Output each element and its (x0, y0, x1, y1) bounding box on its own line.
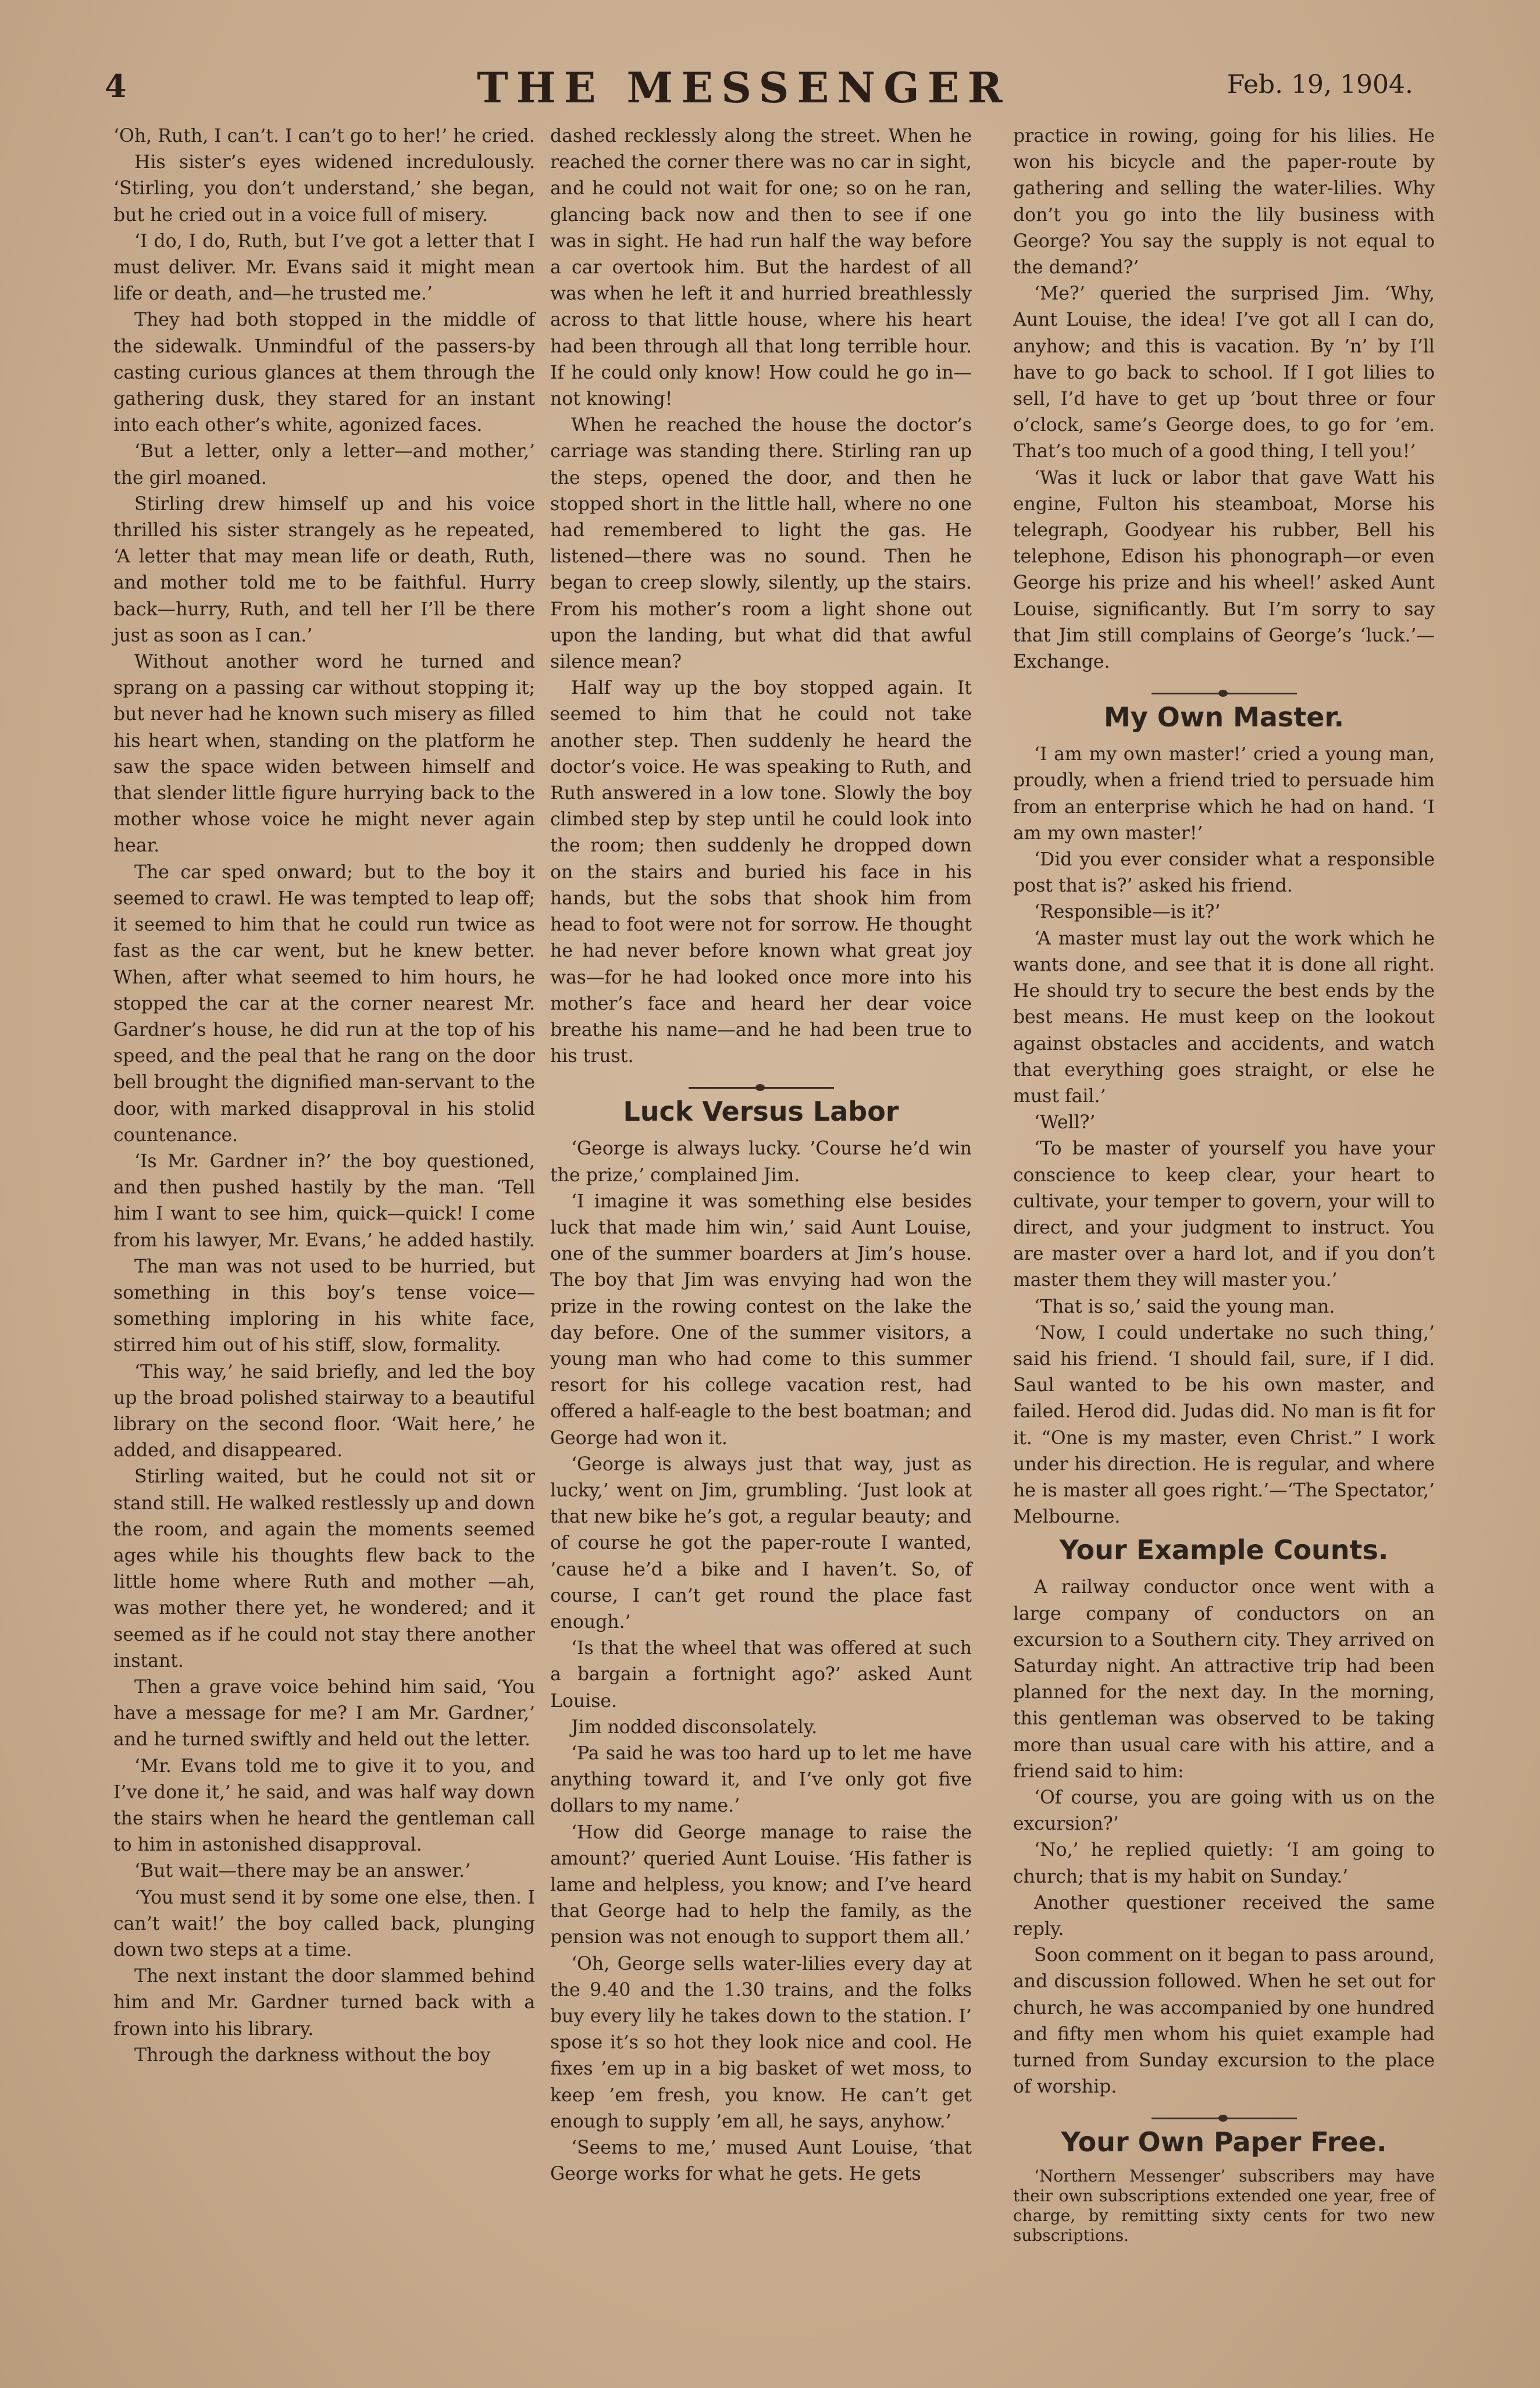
paragraph: Stirling waited, but he could not sit or stand still. He walked restlessly up and down the room, and again the moments seemed ages while his thoughts flew back to the little home where Ruth and mother —ah, was mother there yet, he wondered; and it seemed as if he could not stay there another instant. (113, 1466, 535, 1671)
paragraph: Without another word he turned and sprang on a passing car without stopping it; but never had he known such misery as filled his heart when, standing on the platform he saw the space widen between himself and that slender little figure hurrying back to the mother whose voice he might never again hear. (113, 651, 535, 857)
issue-date: Feb. 19, 1904. (1227, 70, 1413, 99)
heading-luck-versus-labor: Luck Versus Labor (623, 1096, 899, 1128)
column-2 (550, 123, 972, 2187)
paragraph: ‘Is that the wheel that was offered at such a bargain a fortnight ago?’ asked Aunt Louise. (550, 1638, 972, 1712)
paragraph: ‘How did George manage to raise the amount?’ queried Aunt Louise. ‘His father is lame and helpless, you know; and I’ve heard that George had to help the family, as the pension was not enough to support them all.’ (550, 1822, 972, 1948)
paragraph: Another questioner received the same reply. (1013, 1892, 1435, 1940)
paragraph: ‘I imagine it was something else besides luck that made him win,’ said Aunt Louise, one of the summer boarders at Jim’s house. The boy that Jim was envying had won the prize in the rowing contest on the lake the day before. One of the summer visitors, a young man who had come to this summer resort for his college vacation rest, had offered a half-eagle to the best boatman; and George had won it. (550, 1191, 972, 1449)
paragraph: Jim nodded disconsolately. (571, 1716, 818, 1738)
paragraph: ‘Was it luck or labor that gave Watt his engine, Fulton his steamboat, Morse his telegraph, Goodyear his rubber, Bell his telephone, Edison his phonograph—or even George his prize and his wheel!’ asked Aunt Louise, significantly. But I’m sorry to say that Jim still complains of George’s ‘luck.’—Exchange. (1013, 467, 1435, 673)
paragraph: ‘George is always lucky. ’Course he’d win the prize,’ complained Jim. (550, 1138, 972, 1186)
paragraph: They had both stopped in the middle of the sidewalk. Unmindful of the passers-by casting curious glances at them through the gathering dusk, they stared for an instant into each other’s white, agonized faces. (113, 309, 535, 436)
heading-your-own-paper-free: Your Own Paper Free. (1061, 2126, 1387, 2158)
paragraph: ‘Seems to me,’ mused Aunt Louise, ‘that George works for what he gets. He gets (550, 2137, 972, 2185)
paragraph: ‘Responsible—is it?’ (1034, 901, 1221, 923)
column-3 (1013, 123, 1435, 2246)
paragraph: Soon comment on it began to pass around, and discussion followed. When he set out for church, he was accompanied by one hundred and fifty men whom his quiet example had turned from Sunday excursion to the place of worship. (1013, 1945, 1435, 2098)
paragraph: ‘But a letter, only a letter—and mother,’ the girl moaned. (113, 441, 535, 489)
section-divider (550, 1074, 972, 1092)
paragraph: ‘Is Mr. Gardner in?’ the boy questioned, and then pushed hastily by the man. ‘Tell him I want to see him, quick—quick! I come from his lawyer, Mr. Evans,’ he added hastily. (113, 1150, 535, 1251)
paragraph: The car sped onward; but to the boy it seemed to crawl. He was tempted to leap off; it seemed to him that he could run twice as fast as the car went, but he knew better. When, after what seemed to him hours, he stopped the car at the corner nearest Mr. Gardner’s house, he did run at the top of his speed, and the peal that he rang on the door bell brought the dignified man-servant to the door, with marked disapproval in his stolid countenance. (113, 861, 535, 1146)
paragraph: Through the darkness without the boy (134, 2044, 491, 2066)
paragraph: ‘George is always just that way, just as lucky,’ went on Jim, grumbling. ‘Just look at that new bike he’s got, a regular beauty; and of course he got the paper-route I wanted, ’cause he’d a bike and I haven’t. So, of course, I can’t get round the place fast enough.’ (550, 1453, 972, 1633)
paragraph: ‘Pa said he was too hard up to let me have anything toward it, and I’ve only got five dollars to my name.’ (550, 1742, 972, 1817)
paragraph: Half way up the boy stopped again. It seemed to him that he could not take another step. Then suddenly he heard the doctor’s voice. He was speaking to Ruth, and Ruth answered in a low tone. Slowly the boy climbed step by step until he could look into the room; then suddenly he dropped down on the stairs and buried his face in his hands, but the sobs that shook him from head to foot were not for sorrow. He thought he had never before known what great joy was—for he had looked once more into his mother’s face and heard her dear voice breathe his name—and he had been true to his trust. (550, 678, 972, 1067)
paragraph: Stirling drew himself up and his voice thrilled his sister strangely as he repeated, ‘A letter that may mean life or death, Ruth, and mother told me to be faithful. Hurry back—hurry, Ruth, and tell her I’ll be there just as soon as I can.’ (113, 493, 535, 646)
masthead (105, 63, 1419, 115)
paragraph: ‘This way,’ he said briefly, and led the boy up the broad polished stairway to a beautiful library on the second floor. ‘Wait here,’ he added, and disappeared. (113, 1361, 535, 1462)
paragraph: ‘No,’ he replied quietly: ‘I am going to church; that is my habit on Sunday.’ (1013, 1840, 1435, 1887)
paragraph: ‘Oh, George sells water-lilies every day at the 9.40 and the 1.30 trains, and the folks buy every lily he takes down to the station. I’ spose it’s so hot they look nice and cool. He fixes ’em up in a big basket of wet moss, to keep ’em fresh, you know. He can’t get enough to supply ’em all, he says, anyhow.’ (550, 1953, 972, 2132)
heading-your-example-counts: Your Example Counts. (1059, 1534, 1389, 1566)
subscription-notice: ‘Northern Messenger’ subscribers may have their own subscriptions extended one year, free of charge, by remitting sixty cents for two new subscriptions. (1013, 2166, 1435, 2246)
section-divider (1013, 2105, 1435, 2122)
paragraph: Then a grave voice behind him said, ‘You have a message for me? I am Mr. Gardner,’ and he turned swiftly and held out the letter. (113, 1676, 535, 1751)
paragraph: ‘Now, I could undertake no such thing,’ said his friend. ‘I should fail, sure, if I did. Saul wanted to be his own master, and failed. Herod did. Judas did. No man is fit for it. “One is my master, even Christ.” I work under his direction. He is regular, and where he is master all goes right.’—‘The Spectator,’ Melbourne. (1013, 1322, 1435, 1528)
newspaper-title: THE MESSENGER (477, 63, 1011, 112)
paragraph: dashed recklessly along the street. When he reached the corner there was no car in sight, and he could not wait for one; so on he ran, glancing back now and then to see if one was in sight. He had run half the way before a car overtook him. But the hardest of all was when he left it and hurried breathlessly across to that little house, where his heart had been through all that long terrible hour. If he could only know! How could he go in—not knowing! (550, 126, 972, 410)
paragraph: ‘You must send it by some one else, then. I can’t wait!’ the boy called back, plunging down two steps at a time. (113, 1887, 535, 1961)
paragraph: ‘To be master of yourself you have your conscience to keep clear, your heart to cultivate, your temper to govern, your will to direct, and your judgment to instruct. You are master over a hard lot, and if you don’t master them they will master you.’ (1013, 1138, 1435, 1291)
paragraph: ‘Did you ever consider what a responsible post that is?’ asked his friend. (1013, 849, 1435, 897)
paragraph: ‘That is so,’ said the young man. (1034, 1296, 1335, 1317)
paragraph: practice in rowing, going for his lilies. He won his bicycle and the paper-route by gathering and selling the water-lilies. Why don’t you go into the lily business with George? You say the supply is not equal to the demand?’ (1013, 126, 1435, 279)
paragraph: ‘Oh, Ruth, I can’t. I can’t go to her!’ he cried. (113, 126, 535, 147)
paragraph: The next instant the door slammed behind him and Mr. Gardner turned back with a frown into his library. (113, 1966, 535, 2040)
section-divider (1013, 680, 1435, 697)
paragraph: ‘Well?’ (1034, 1112, 1096, 1134)
paragraph: ‘Of course, you are going with us on the excursion?’ (1013, 1787, 1435, 1835)
paragraph: His sister’s eyes widened incredulously. ‘Stirling, you don’t understand,’ she began, but he cried out in a voice full of misery. (113, 152, 535, 226)
heading-my-own-master: My Own Master. (1103, 701, 1345, 733)
page-number: 4 (105, 67, 127, 105)
paragraph: ‘I do, I do, Ruth, but I’ve got a letter that I must deliver. Mr. Evans said it might mean life or death, and—he trusted me.’ (113, 230, 535, 305)
paragraph: ‘But wait—there may be an answer.’ (134, 1860, 471, 1882)
paragraph: ‘I am my own master!’ cried a young man, proudly, when a friend tried to persuade him from an enterprise which he had on hand. ‘I am my own master!’ (1013, 744, 1435, 844)
paragraph: ‘Me?’ queried the surprised Jim. ‘Why, Aunt Louise, the idea! I’ve got all I can do, anyhow; and this is vacation. By ’n’ by I’ll have to go back to school. If I got lilies to sell, I’d have to get up ’bout three or four o’clock, same’s George does, to go for ’em. That’s too much of a good thing, I tell you!’ (1013, 283, 1435, 462)
paragraph: ‘A master must lay out the work which he wants done, and see that it is done all right. He should try to secure the best ends by the best means. He must keep on the lookout against obstacles and accidents, and watch that everything goes straight, or else he must fail.’ (1013, 928, 1435, 1107)
paragraph: A railway conductor once went with a large company of conductors on an excursion to a Southern city. They arrived on Saturday night. An attractive trip had been planned for the next day. In the morning, this gentleman was observed to be taking more than usual care with his attire, and a friend said to him: (1013, 1577, 1435, 1782)
paragraph: When he reached the house the doctor’s carriage was standing there. Stirling ran up the steps, opened the door, and then he stopped short in the little hall, where no one had remembered to light the gas. He listened—there was no sound. Then he began to creep slowly, silently, up the stairs. From his mother’s room a light shone out upon the landing, but what did that awful silence mean? (550, 415, 972, 673)
paragraph: ‘Mr. Evans told me to give it to you, and I’ve done it,’ he said, and was half way down the stairs when he heard the gentleman call to him in astonished disapproval. (113, 1755, 535, 1856)
column-1 (113, 123, 535, 2069)
paragraph: The man was not used to be hurried, but something in this boy’s tense voice—something imploring in his white face, stirred him out of his stiff, slow, formality. (113, 1256, 535, 1356)
